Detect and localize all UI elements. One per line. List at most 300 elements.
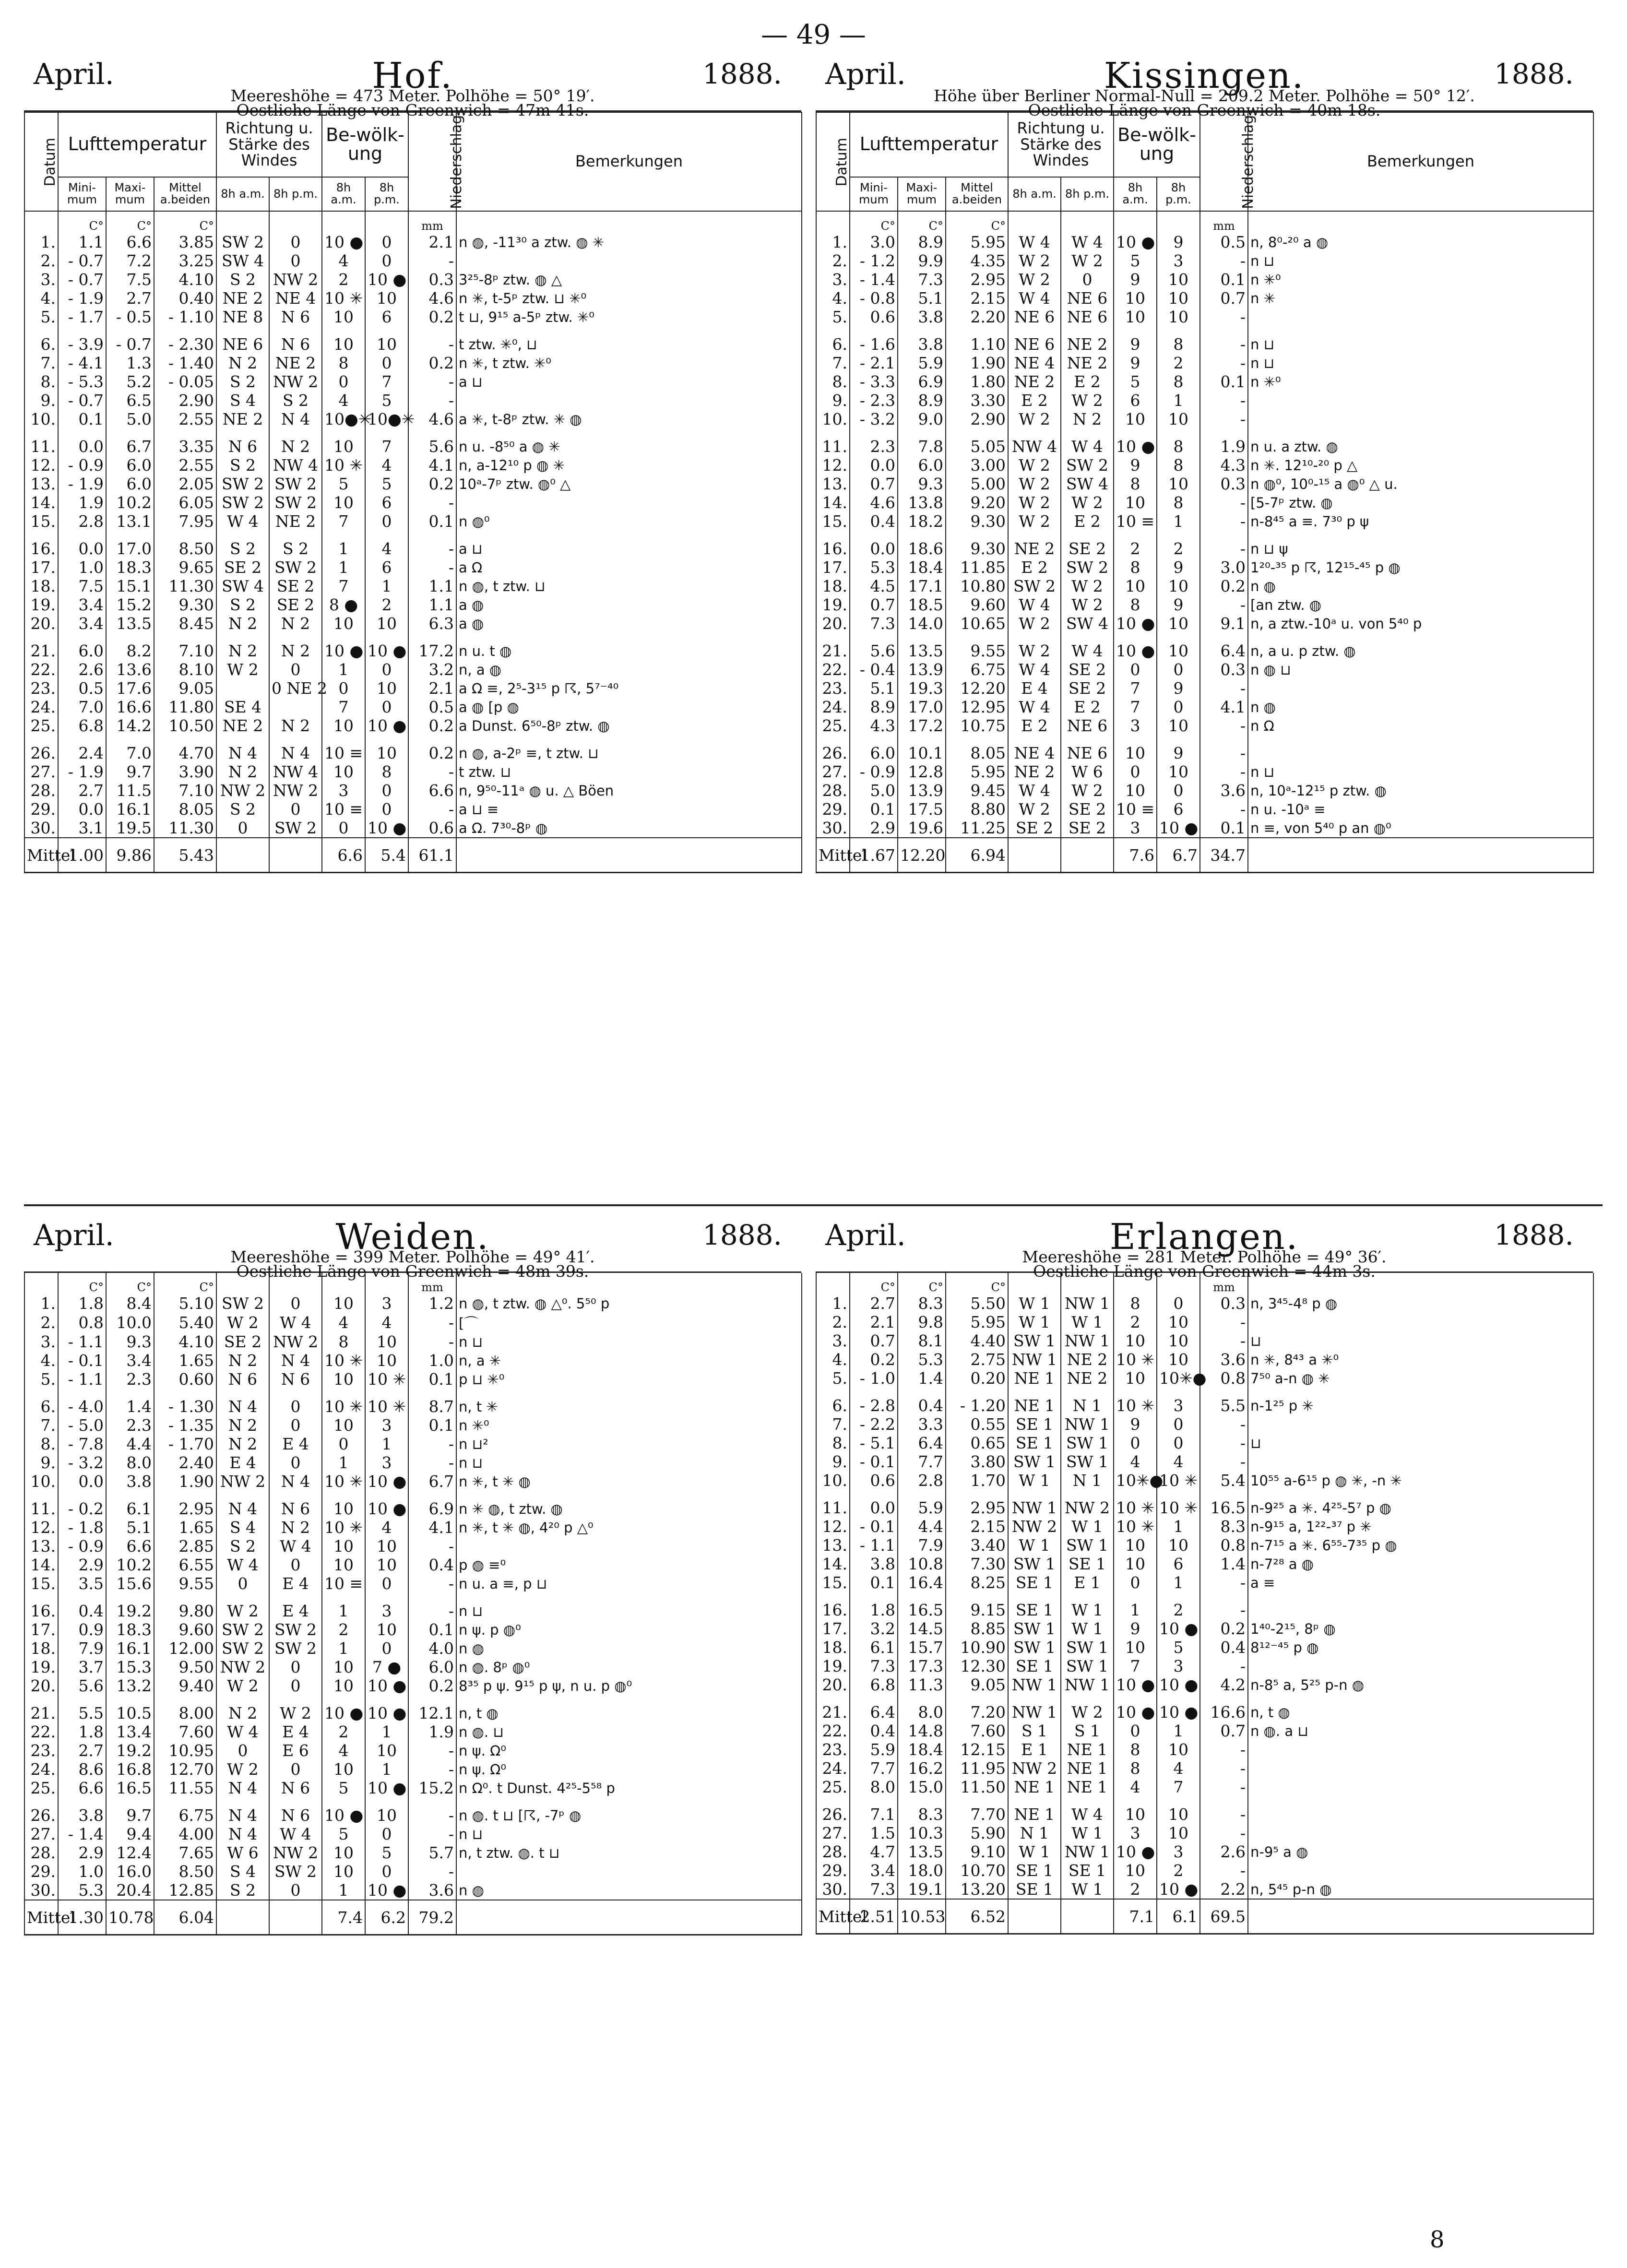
cloud-pm-cell: 3 bbox=[1157, 1657, 1200, 1675]
precipitation-cell: - bbox=[1200, 1657, 1248, 1675]
wind-am-cell: SE 1 bbox=[1008, 1657, 1061, 1675]
mean-temp-cell: 9.40 bbox=[154, 1676, 216, 1695]
wind-pm-cell: 0 bbox=[269, 1556, 322, 1574]
precipitation-cell: - bbox=[1200, 512, 1248, 531]
cloud-am-cell: 10 bbox=[322, 1676, 365, 1695]
max-temp-cell: - 0.5 bbox=[106, 308, 154, 326]
day-cell: 24. bbox=[24, 698, 58, 716]
precipitation-cell: - bbox=[1200, 539, 1248, 558]
cloud-am-cell: 10 ✳ bbox=[322, 1472, 365, 1491]
spacer-cell bbox=[24, 326, 58, 335]
cloud-am-cell: 3 bbox=[1114, 819, 1157, 838]
min-temp-cell: 0.0 bbox=[58, 800, 106, 819]
remarks-cell: n u. t ◍ bbox=[456, 641, 802, 660]
min-temp-cell: 2.7 bbox=[58, 781, 106, 800]
spacer-cell bbox=[408, 326, 456, 335]
cloud-am-cell: 10 ✳ bbox=[322, 456, 365, 475]
wind-am-cell: N 4 bbox=[216, 1397, 269, 1416]
day-row bbox=[816, 437, 1593, 456]
cloud-am-cell: 1 bbox=[322, 1881, 365, 1900]
precipitation-cell: 3.6 bbox=[408, 1881, 456, 1900]
wind-pm-cell: N 1 bbox=[1061, 1396, 1114, 1415]
spacer-cell bbox=[216, 633, 269, 641]
min-temp-cell: 3.5 bbox=[58, 1574, 106, 1593]
day-row bbox=[24, 698, 802, 716]
col-bemerkungen: Bemerkungen bbox=[1248, 112, 1593, 211]
wind-am-cell: S 4 bbox=[216, 391, 269, 410]
day-cell: 1. bbox=[24, 233, 58, 251]
mean-temp-cell: 9.30 bbox=[946, 512, 1008, 531]
precipitation-cell: 3.0 bbox=[1200, 558, 1248, 577]
wind-pm-cell: W 1 bbox=[1061, 1601, 1114, 1619]
day-row bbox=[24, 1806, 802, 1825]
min-temp-cell: 1.8 bbox=[850, 1601, 898, 1619]
cloud-pm-cell: 10 bbox=[1157, 1331, 1200, 1350]
day-cell: 25. bbox=[816, 1778, 850, 1796]
remarks-cell bbox=[1248, 1778, 1593, 1796]
remarks-cell: t ztw. ✳⁰, ⊔ bbox=[456, 335, 802, 354]
mean-value: 6.2 bbox=[365, 1900, 408, 1935]
wind-am-cell: N 4 bbox=[216, 1779, 269, 1797]
wind-am-cell: S 4 bbox=[216, 1862, 269, 1881]
wind-am-cell: W 4 bbox=[1008, 698, 1061, 716]
precipitation-cell: 3.6 bbox=[1200, 781, 1248, 800]
spacer-cell bbox=[24, 735, 58, 744]
day-cell: 26. bbox=[816, 744, 850, 762]
mean-temp-cell: 9.05 bbox=[154, 679, 216, 698]
wind-am-cell: N 2 bbox=[216, 641, 269, 660]
month-label: April. bbox=[34, 58, 114, 91]
mean-temp-cell: 1.65 bbox=[154, 1518, 216, 1537]
day-row bbox=[24, 1722, 802, 1741]
station-header bbox=[816, 53, 1593, 119]
cloud-pm-cell: 1 bbox=[1157, 1573, 1200, 1592]
precipitation-cell: 5.7 bbox=[408, 1843, 456, 1862]
location-line-2: Oestliche Länge von Greenwich = 47m 41s. bbox=[236, 101, 589, 119]
wind-pm-cell: E 4 bbox=[269, 1722, 322, 1741]
day-row bbox=[24, 558, 802, 577]
wind-am-cell: SW 1 bbox=[1008, 1555, 1061, 1573]
wind-pm-cell: NW 1 bbox=[1061, 1842, 1114, 1861]
min-temp-cell: 2.7 bbox=[58, 1741, 106, 1760]
spacer-cell bbox=[898, 1694, 946, 1703]
mean-temp-cell: 12.20 bbox=[946, 679, 1008, 698]
wind-am-cell: W 4 bbox=[216, 512, 269, 531]
remarks-cell: n ψ. Ω⁰ bbox=[456, 1741, 802, 1760]
max-temp-cell: 8.1 bbox=[898, 1331, 946, 1350]
max-temp-cell: 19.6 bbox=[898, 819, 946, 838]
wind-pm-cell: N 4 bbox=[269, 410, 322, 428]
day-row bbox=[24, 595, 802, 614]
precipitation-cell: 8.7 bbox=[408, 1397, 456, 1416]
min-temp-cell: 3.4 bbox=[58, 614, 106, 633]
unit-cell: C° bbox=[106, 1273, 154, 1294]
cloud-pm-cell: 7 bbox=[365, 372, 408, 391]
wind-pm-cell: 0 bbox=[269, 1416, 322, 1435]
mean-temp-cell: 12.70 bbox=[154, 1760, 216, 1779]
cloud-pm-cell: 8 bbox=[1157, 493, 1200, 512]
precipitation-cell: 1.1 bbox=[408, 595, 456, 614]
day-cell: 28. bbox=[816, 781, 850, 800]
precipitation-cell: - bbox=[1200, 493, 1248, 512]
precipitation-cell: - bbox=[1200, 1452, 1248, 1471]
cloud-am-cell: 10 bbox=[1114, 493, 1157, 512]
min-temp-cell: 4.3 bbox=[850, 716, 898, 735]
wind-pm-cell: E 4 bbox=[269, 1602, 322, 1620]
remarks-cell: 7⁵⁰ a-n ◍ ✳ bbox=[1248, 1369, 1593, 1388]
max-temp-cell: 16.2 bbox=[898, 1759, 946, 1778]
wind-pm-cell: 0 bbox=[269, 1397, 322, 1416]
mean-temp-cell: 8.80 bbox=[946, 800, 1008, 819]
max-temp-cell: 10.0 bbox=[106, 1313, 154, 1332]
spacer-cell bbox=[816, 633, 850, 641]
spacer-cell bbox=[58, 1695, 106, 1704]
day-row bbox=[816, 781, 1593, 800]
day-cell: 1. bbox=[24, 1294, 58, 1313]
location-line-1: Meereshöhe = 473 Meter. Polhöhe = 50° 19′. bbox=[230, 86, 595, 105]
min-temp-cell: 5.0 bbox=[850, 781, 898, 800]
cloud-pm-cell: 6 bbox=[365, 493, 408, 512]
remarks-cell: n Ω bbox=[1248, 716, 1593, 735]
day-cell: 11. bbox=[816, 437, 850, 456]
precipitation-cell: 0.1 bbox=[1200, 819, 1248, 838]
cloud-pm-cell: 9 bbox=[1157, 558, 1200, 577]
remarks-cell: n Ω⁰. t Dunst. 4²⁵-5⁵⁸ p bbox=[456, 1779, 802, 1797]
mean-temp-cell: 8.45 bbox=[154, 614, 216, 633]
day-row bbox=[24, 641, 802, 660]
cloud-pm-cell: 1 bbox=[1157, 391, 1200, 410]
day-row bbox=[24, 1639, 802, 1658]
precipitation-cell: 0.3 bbox=[1200, 1294, 1248, 1313]
cloud-am-cell: 1 bbox=[322, 539, 365, 558]
mean-value bbox=[216, 838, 269, 873]
max-temp-cell: 14.5 bbox=[898, 1619, 946, 1638]
max-temp-cell: 20.4 bbox=[106, 1881, 154, 1900]
wind-pm-cell: N 2 bbox=[269, 1518, 322, 1537]
mean-temp-cell: 7.10 bbox=[154, 641, 216, 660]
wind-pm-cell: N 6 bbox=[269, 308, 322, 326]
max-temp-cell: 9.3 bbox=[898, 475, 946, 493]
spacer-cell bbox=[216, 1491, 269, 1499]
mean-temp-cell: 6.55 bbox=[154, 1556, 216, 1574]
spacer-cell bbox=[946, 1592, 1008, 1601]
mean-temp-cell: 2.15 bbox=[946, 1517, 1008, 1536]
wind-am-cell: SE 1 bbox=[1008, 1880, 1061, 1899]
spacer-cell bbox=[946, 428, 1008, 437]
station-weiden bbox=[24, 1214, 801, 1936]
mean-temp-cell: 4.10 bbox=[154, 1332, 216, 1351]
precipitation-cell: 5.5 bbox=[1200, 1396, 1248, 1415]
day-cell: 17. bbox=[24, 1620, 58, 1639]
precipitation-cell: 6.0 bbox=[408, 1658, 456, 1676]
cloud-pm-cell: 3 bbox=[365, 1602, 408, 1620]
max-temp-cell: 8.0 bbox=[106, 1453, 154, 1472]
col-maximum: Maxi-mum bbox=[106, 177, 154, 211]
mean-value: 1.30 bbox=[58, 1900, 106, 1935]
max-temp-cell: 4.4 bbox=[106, 1435, 154, 1453]
day-cell: 23. bbox=[816, 1740, 850, 1759]
min-temp-cell: 0.1 bbox=[850, 1573, 898, 1592]
spacer-cell bbox=[1114, 1490, 1157, 1498]
mean-value: 2.51 bbox=[850, 1899, 898, 1934]
max-temp-cell: 6.4 bbox=[898, 1434, 946, 1452]
spacer-cell bbox=[322, 1593, 365, 1602]
mean-temp-cell: 0.20 bbox=[946, 1369, 1008, 1388]
col-niederschlag-label: Niederschlag bbox=[1240, 115, 1257, 209]
cloud-am-cell: 10 ≡ bbox=[322, 744, 365, 762]
spacer-cell bbox=[322, 326, 365, 335]
min-temp-cell: - 0.9 bbox=[850, 762, 898, 781]
remarks-cell: n ✳ ◍, t ztw. ◍ bbox=[456, 1499, 802, 1518]
wind-pm-cell: NW 1 bbox=[1061, 1675, 1114, 1694]
wind-pm-cell: W 2 bbox=[1061, 577, 1114, 595]
max-temp-cell: 18.4 bbox=[898, 558, 946, 577]
cloud-pm-cell: 10 bbox=[1157, 1824, 1200, 1842]
wind-pm-cell: E 2 bbox=[1061, 512, 1114, 531]
day-row bbox=[816, 1722, 1593, 1740]
wind-am-cell: N 6 bbox=[216, 1370, 269, 1389]
cloud-pm-cell: 0 bbox=[365, 1639, 408, 1658]
wind-am-cell: SW 2 bbox=[216, 1620, 269, 1639]
max-temp-cell: 17.1 bbox=[898, 577, 946, 595]
spacer-cell bbox=[269, 1491, 322, 1499]
day-row bbox=[24, 1881, 802, 1900]
wind-pm-cell: NW 4 bbox=[269, 762, 322, 781]
max-temp-cell: 8.9 bbox=[898, 391, 946, 410]
cloud-am-cell: 10 bbox=[322, 716, 365, 735]
day-row bbox=[816, 1703, 1593, 1722]
cloud-am-cell: 0 bbox=[1114, 762, 1157, 781]
precipitation-cell: 0.4 bbox=[1200, 1638, 1248, 1657]
day-row bbox=[24, 1370, 802, 1389]
weather-table bbox=[24, 112, 802, 873]
min-temp-cell: 0.8 bbox=[58, 1313, 106, 1332]
spacer-cell bbox=[1008, 531, 1061, 539]
remarks-cell: n ◍, t ztw. ⊔ bbox=[456, 577, 802, 595]
min-temp-cell: 0.4 bbox=[850, 1722, 898, 1740]
wind-pm-cell: NE 2 bbox=[1061, 354, 1114, 372]
spacer-cell bbox=[1200, 633, 1248, 641]
cloud-am-cell: 10 bbox=[1114, 308, 1157, 326]
spacer-cell bbox=[408, 1389, 456, 1397]
min-temp-cell: - 1.9 bbox=[58, 475, 106, 493]
precipitation-cell: - bbox=[1200, 716, 1248, 735]
unit-cell: C° bbox=[850, 1273, 898, 1294]
max-temp-cell: 17.0 bbox=[106, 539, 154, 558]
cloud-pm-cell: 10 bbox=[365, 679, 408, 698]
mean-temp-cell: 6.75 bbox=[946, 660, 1008, 679]
precipitation-cell: 0.2 bbox=[408, 716, 456, 735]
cloud-am-cell: 10 bbox=[322, 1370, 365, 1389]
spacer-cell bbox=[365, 1593, 408, 1602]
wind-am-cell: NE 6 bbox=[216, 335, 269, 354]
cloud-am-cell: 4 bbox=[322, 251, 365, 270]
wind-pm-cell: NW 2 bbox=[269, 1332, 322, 1351]
day-row bbox=[816, 475, 1593, 493]
spacer-cell bbox=[898, 1592, 946, 1601]
wind-am-cell: S 2 bbox=[216, 595, 269, 614]
precipitation-cell: 0.2 bbox=[408, 354, 456, 372]
cloud-am-cell: 10 bbox=[1114, 1861, 1157, 1880]
min-temp-cell: - 0.9 bbox=[58, 456, 106, 475]
wind-pm-cell: NE 2 bbox=[1061, 1350, 1114, 1369]
max-temp-cell: 13.5 bbox=[106, 614, 154, 633]
max-temp-cell: 15.3 bbox=[106, 1658, 154, 1676]
wind-am-cell: SW 2 bbox=[216, 493, 269, 512]
spacer-cell bbox=[408, 1491, 456, 1499]
cloud-am-cell: 10 ● bbox=[1114, 614, 1157, 633]
mean-temp-cell: 2.75 bbox=[946, 1350, 1008, 1369]
mean-temp-cell: 10.70 bbox=[946, 1861, 1008, 1880]
spacer-cell bbox=[1114, 1388, 1157, 1396]
max-temp-cell: 18.4 bbox=[898, 1740, 946, 1759]
precipitation-cell: - bbox=[1200, 410, 1248, 428]
wind-am-cell: W 1 bbox=[1008, 1313, 1061, 1331]
min-temp-cell: 1.8 bbox=[58, 1294, 106, 1313]
cloud-am-cell: 10 ● bbox=[1114, 1703, 1157, 1722]
spacer-cell bbox=[58, 633, 106, 641]
location-line-1: Meereshöhe = 281 Meter. Polhöhe = 49° 36′. bbox=[1022, 1247, 1387, 1266]
min-temp-cell: 1.0 bbox=[58, 1862, 106, 1881]
mean-temp-cell: 8.10 bbox=[154, 660, 216, 679]
min-temp-cell: 7.3 bbox=[850, 1880, 898, 1899]
wind-am-cell: N 2 bbox=[216, 1704, 269, 1722]
wind-am-cell: NE 8 bbox=[216, 308, 269, 326]
precipitation-cell: 5.6 bbox=[408, 437, 456, 456]
spacer-cell bbox=[456, 1695, 802, 1704]
wind-pm-cell: SW 2 bbox=[269, 475, 322, 493]
col-wind: Richtung u. Stärke des Windes bbox=[1008, 112, 1114, 177]
min-temp-cell: - 2.8 bbox=[850, 1396, 898, 1415]
wind-am-cell: W 4 bbox=[1008, 595, 1061, 614]
unit-cell: mm bbox=[1200, 211, 1248, 233]
max-temp-cell: 18.3 bbox=[106, 1620, 154, 1639]
mean-temp-cell: 2.20 bbox=[946, 308, 1008, 326]
day-row bbox=[816, 698, 1593, 716]
wind-pm-cell: W 1 bbox=[1061, 1517, 1114, 1536]
remarks-cell: 8¹²⁻⁴⁵ p ◍ bbox=[1248, 1638, 1593, 1657]
mean-temp-cell: - 1.10 bbox=[154, 308, 216, 326]
remarks-cell: t ⊔, 9¹⁵ a-5ᵖ ztw. ✳⁰ bbox=[456, 308, 802, 326]
precipitation-cell: - bbox=[1200, 1759, 1248, 1778]
cloud-pm-cell: 10 ● bbox=[1157, 1703, 1200, 1722]
mean-temp-cell: - 1.20 bbox=[946, 1396, 1008, 1415]
wind-pm-cell: 0 bbox=[269, 233, 322, 251]
cloud-pm-cell: 10 bbox=[1157, 1805, 1200, 1824]
day-cell: 5. bbox=[816, 308, 850, 326]
wind-pm-cell: SW 2 bbox=[269, 493, 322, 512]
day-cell: 23. bbox=[816, 679, 850, 698]
cloud-am-cell: 8 bbox=[1114, 595, 1157, 614]
min-temp-cell: 0.0 bbox=[58, 1472, 106, 1491]
max-temp-cell: 10.3 bbox=[898, 1824, 946, 1842]
wind-am-cell: W 1 bbox=[1008, 1536, 1061, 1555]
day-cell: 16. bbox=[816, 539, 850, 558]
mean-temp-cell: 9.60 bbox=[946, 595, 1008, 614]
spacer-cell bbox=[1008, 1694, 1061, 1703]
day-row bbox=[24, 1862, 802, 1881]
cloud-pm-cell: 10 bbox=[1157, 1740, 1200, 1759]
cloud-pm-cell: 10 bbox=[1157, 270, 1200, 289]
wind-pm-cell: W 4 bbox=[1061, 233, 1114, 251]
mean-temp-cell: 7.95 bbox=[154, 512, 216, 531]
mean-temp-cell: 11.80 bbox=[154, 698, 216, 716]
max-temp-cell: 15.7 bbox=[898, 1638, 946, 1657]
cloud-am-cell: 10 ✳ bbox=[322, 1351, 365, 1370]
mean-temp-cell: 5.05 bbox=[946, 437, 1008, 456]
wind-pm-cell: NW 1 bbox=[1061, 1294, 1114, 1313]
remarks-cell: n-1²⁵ p ✳ bbox=[1248, 1396, 1593, 1415]
wind-pm-cell: SW 1 bbox=[1061, 1452, 1114, 1471]
mean-temp-cell: 0.55 bbox=[946, 1415, 1008, 1434]
precipitation-cell: 3.6 bbox=[1200, 1350, 1248, 1369]
wind-pm-cell: NE 2 bbox=[269, 354, 322, 372]
spacer-cell bbox=[946, 735, 1008, 744]
mean-temp-cell: 12.85 bbox=[154, 1881, 216, 1900]
cloud-am-cell: 1 bbox=[322, 1639, 365, 1658]
mean-value bbox=[456, 838, 802, 873]
wind-pm-cell: W 4 bbox=[269, 1537, 322, 1556]
cloud-pm-cell: 8 bbox=[1157, 437, 1200, 456]
wind-pm-cell: W 1 bbox=[1061, 1619, 1114, 1638]
wind-pm-cell: N 4 bbox=[269, 1351, 322, 1370]
cloud-am-cell: 10 bbox=[322, 1294, 365, 1313]
cloud-pm-cell: 10 bbox=[1157, 577, 1200, 595]
precipitation-cell: 6.7 bbox=[408, 1472, 456, 1491]
spacer-cell bbox=[898, 1388, 946, 1396]
wind-pm-cell: N 2 bbox=[269, 437, 322, 456]
min-temp-cell: - 0.7 bbox=[58, 391, 106, 410]
max-temp-cell: 9.7 bbox=[106, 762, 154, 781]
cloud-pm-cell: 7 bbox=[1157, 1778, 1200, 1796]
spacer-cell bbox=[1061, 633, 1114, 641]
cloud-pm-cell: 10 bbox=[1157, 641, 1200, 660]
mean-value: 7.1 bbox=[1114, 1899, 1157, 1934]
wind-am-cell: SE 4 bbox=[216, 698, 269, 716]
wind-pm-cell: N 2 bbox=[269, 614, 322, 633]
min-temp-cell: 0.7 bbox=[850, 475, 898, 493]
remarks-cell: n u. a ≡, p ⊔ bbox=[456, 1574, 802, 1593]
day-row bbox=[24, 660, 802, 679]
wind-pm-cell: NW 2 bbox=[1061, 1498, 1114, 1517]
mean-temp-cell: 1.90 bbox=[946, 354, 1008, 372]
day-cell: 2. bbox=[24, 1313, 58, 1332]
mean-label: Mittel bbox=[816, 1899, 850, 1934]
location-line-2: Oestliche Länge von Greenwich = 40m 18s. bbox=[1028, 101, 1381, 119]
day-cell: 7. bbox=[816, 354, 850, 372]
cloud-pm-cell: 10 bbox=[365, 744, 408, 762]
wind-am-cell: S 1 bbox=[1008, 1722, 1061, 1740]
day-cell: 9. bbox=[816, 1452, 850, 1471]
precipitation-cell: - bbox=[408, 493, 456, 512]
cloud-pm-cell: 0 bbox=[1157, 698, 1200, 716]
cloud-pm-cell: 10 ● bbox=[1157, 819, 1200, 838]
spacer-cell bbox=[408, 531, 456, 539]
mean-temp-cell: 0.65 bbox=[946, 1434, 1008, 1452]
wind-pm-cell: E 2 bbox=[1061, 698, 1114, 716]
mean-temp-cell: 9.30 bbox=[946, 539, 1008, 558]
mean-temp-cell: 8.00 bbox=[154, 1704, 216, 1722]
spacer-cell bbox=[1157, 1694, 1200, 1703]
remarks-cell: a Ω ≡, 2⁵-3¹⁵ p ☈, 5⁷⁻⁴⁰ bbox=[456, 679, 802, 698]
precipitation-cell: - bbox=[408, 1760, 456, 1779]
min-temp-cell: 5.5 bbox=[58, 1704, 106, 1722]
remarks-cell: ⊔ bbox=[1248, 1331, 1593, 1350]
spacer-cell bbox=[408, 1695, 456, 1704]
spacer-cell bbox=[216, 1797, 269, 1806]
max-temp-cell: 11.5 bbox=[106, 781, 154, 800]
day-cell: 26. bbox=[816, 1805, 850, 1824]
